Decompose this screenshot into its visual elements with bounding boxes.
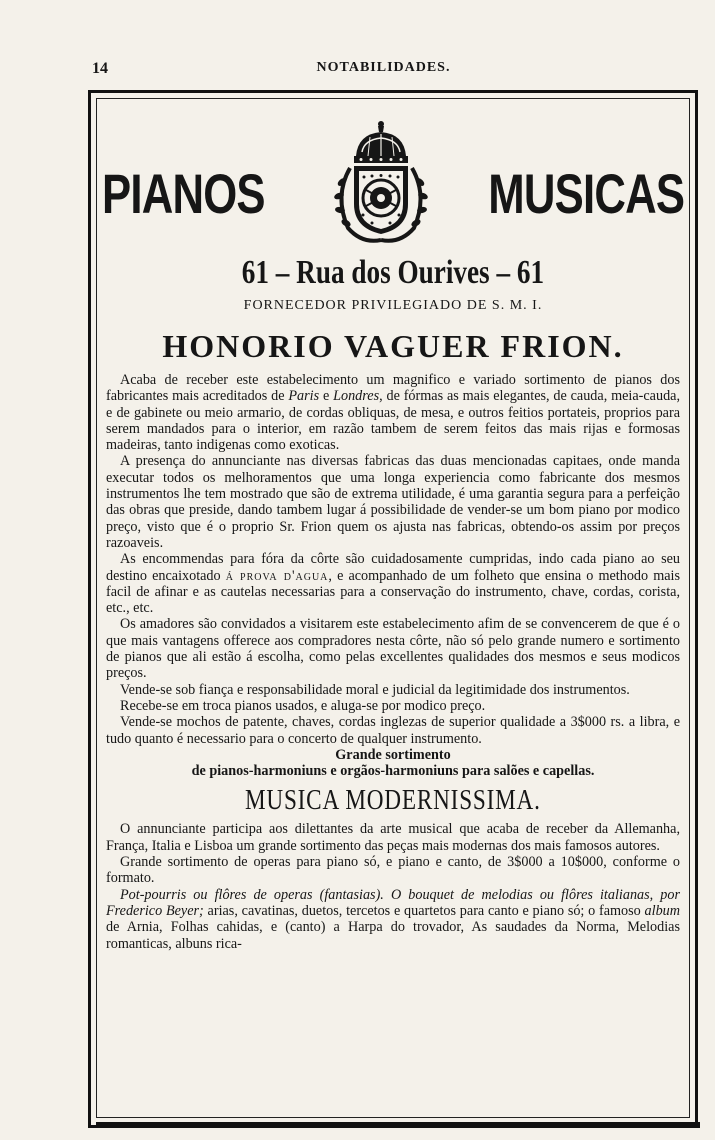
imperial-crest-icon [328, 116, 434, 248]
ad-address [106, 252, 680, 294]
page-number: 14 [92, 60, 108, 77]
paragraph-potpourris [106, 887, 680, 952]
address-text: 61 – Rua dos Ourives – 61 [241, 254, 545, 291]
p1-paris: Paris [288, 388, 320, 405]
p10-text-b: arias, cavatinas, duetos, tercetos e quartetos para canto e piano só; o famoso [203, 902, 645, 919]
p10-text-c: de Arnia, Folhas cahidas, e (canto) a Harpa do trovador, As saudades da Norma, Melodias romanticas, albuns rica- [106, 919, 680, 952]
p3-text-a: As encommendas para fóra da côrte são cuidadosamente cumpridas, indo cada piano ao seu destino encaixotado [106, 551, 680, 584]
ad-frame-shadow [96, 1122, 700, 1128]
p1-text-a: Acaba de receber este estabelecimento um magnifico e variado sortimento de pianos dos fabricantes mais acreditados de [106, 372, 680, 405]
p10-album: album [644, 902, 680, 919]
paragraph-trade-in: Recebe-se em troca pianos usados, e aluga-se por modico preço. [120, 697, 486, 714]
ad-body [106, 372, 680, 952]
p10-italic: Pot-pourris ou flôres de operas (fantasias). O bouquet de melodias ou flôres italianas, por Frederico Beyer; [106, 886, 680, 919]
musica-heading-text: MUSICA MODERNISSIMA. [245, 784, 541, 817]
headline-pianos: PIANOS [102, 162, 265, 225]
running-title: NOTABILIDADES. [316, 60, 451, 75]
paragraph-guarantee: Vende-se sob fiança e responsabilidade moral e judicial da legitimidade dos instrumentos. [120, 681, 630, 698]
page-header [92, 60, 675, 82]
advertisement [102, 108, 684, 952]
headline-musicas: MUSICAS [488, 162, 684, 225]
grande-sortimento-subtitle: de pianos-harmoniuns e orgãos-harmoniuns para salões e capellas. [191, 763, 595, 780]
p1-text-c: , de fórmas as mais elegantes, de cauda, meia-cauda, e de gabinete ou meio armario, de cordas obliquas, de mesa, e outros feitios portateis, proprios para serem mandados para o interior, em razão tambem de serem feitos das mais rijas e formosas madeiras, tanto indigenas como exoticas. [106, 388, 681, 454]
paragraph-music-import: O annunciante participa aos dilettantes da arte musical que acaba de receber da Allemanha, França, Italia e Lisboa um grande sortimento das peças mais modernas dos mais famosos autores. [106, 821, 680, 854]
ad-masthead [102, 108, 684, 250]
p3-waterproof: á prova d'agua [225, 567, 329, 584]
paragraph-operas: Grande sortimento de operas para piano só, e piano e canto, de 3$000 a 10$000, conforme o formato. [106, 854, 680, 887]
ad-owner-name: HONORIO VAGUER FRION. [162, 328, 624, 364]
ad-supplier: FORNECEDOR PRIVILEGIADO DE S. M. I. [243, 298, 543, 313]
p3-text-b: , e acompanhado de um folheto que ensina o methodo mais facil de afinar e as cautelas necessarias para a conservação do instrumento, chave, cordas, corista, etc., etc. [106, 567, 680, 617]
grande-sortimento-title: Grande sortimento [335, 746, 451, 763]
p1-londres: Londres [333, 388, 380, 405]
musica-heading [106, 781, 680, 819]
paragraph-presence: A presença do annunciante nas diversas fabricas das duas mencionadas capitaes, onde manda executar todos os melhoramentos que uma longa experiencia como fabricante dos mesmos instrumentos lhe tem mostrado que são de extrema utilidade, é uma garantia segura para a perfeição das obras que preside, dando tambem lugar á possibilidade de vender-se um bom piano por modico preço, visto que é o proprio Sr. Frion quem os ajusta nas fabricas, obtendo-os assim por preços razoaveis. [106, 453, 680, 551]
paragraph-orders [106, 551, 680, 616]
paragraph-amateurs: Os amadores são convidados a visitarem este estabelecimento afim de se convencerem de que é o que mais vantagens offerece aos compradores nesta côrte, não só pelo grande numero e sortimento de pianos que ali estão á escolha, como pelas excellentes qualidades dos mesmos e seus modicos preços. [106, 616, 680, 682]
p1-text-b: e [319, 388, 334, 405]
paragraph-accessories: Vende-se mochos de patente, chaves, cordas inglezas de superior qualidade a 3$000 rs. a libra, e tudo quanto é necessario para o concerto de qualquer instrumento. [106, 714, 680, 747]
paragraph-intro [106, 372, 680, 453]
